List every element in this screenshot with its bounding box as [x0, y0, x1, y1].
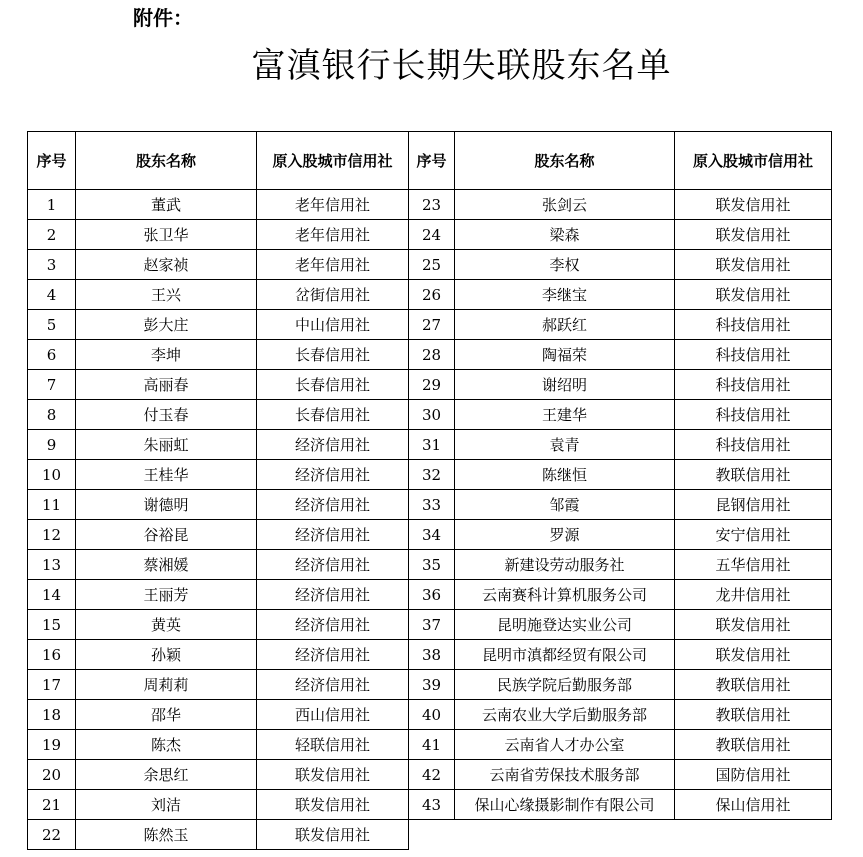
coop-name: 联发信用社 — [675, 640, 832, 670]
coop-name: 教联信用社 — [675, 700, 832, 730]
row-number: 11 — [28, 490, 76, 520]
shareholder-name: 王丽芳 — [76, 580, 257, 610]
table-row — [409, 790, 832, 820]
shareholder-name: 陶福荣 — [455, 340, 675, 370]
coop-name: 联发信用社 — [257, 820, 409, 850]
row-number: 3 — [28, 250, 76, 280]
coop-name: 龙井信用社 — [675, 580, 832, 610]
row-number: 5 — [28, 310, 76, 340]
table-header-row — [409, 132, 832, 190]
shareholder-name: 蔡湘媛 — [76, 550, 257, 580]
row-number: 13 — [28, 550, 76, 580]
coop-name: 联发信用社 — [675, 250, 832, 280]
table-row — [409, 760, 832, 790]
header-coop: 原入股城市信用社 — [257, 132, 409, 190]
row-number: 26 — [409, 280, 455, 310]
coop-name: 科技信用社 — [675, 340, 832, 370]
shareholder-name: 云南省人才办公室 — [455, 730, 675, 760]
table-row — [28, 220, 409, 250]
table-row — [409, 370, 832, 400]
table-row — [409, 460, 832, 490]
row-number: 43 — [409, 790, 455, 820]
table-row — [28, 790, 409, 820]
table-row — [28, 250, 409, 280]
header-name: 股东名称 — [76, 132, 257, 190]
shareholder-name: 罗源 — [455, 520, 675, 550]
shareholder-name: 李坤 — [76, 340, 257, 370]
coop-name: 联发信用社 — [257, 790, 409, 820]
table-row — [28, 700, 409, 730]
row-number: 12 — [28, 520, 76, 550]
shareholder-name: 陈杰 — [76, 730, 257, 760]
coop-name: 经济信用社 — [257, 460, 409, 490]
table-row — [409, 250, 832, 280]
header-num: 序号 — [28, 132, 76, 190]
coop-name: 长春信用社 — [257, 340, 409, 370]
row-number: 31 — [409, 430, 455, 460]
table-row — [409, 340, 832, 370]
coop-name: 经济信用社 — [257, 490, 409, 520]
table-row — [409, 490, 832, 520]
table-row — [28, 820, 409, 850]
coop-name: 五华信用社 — [675, 550, 832, 580]
shareholder-name: 云南赛科计算机服务公司 — [455, 580, 675, 610]
shareholder-name: 新建设劳动服务社 — [455, 550, 675, 580]
row-number: 6 — [28, 340, 76, 370]
row-number: 32 — [409, 460, 455, 490]
table-row — [28, 190, 409, 220]
table-row — [28, 490, 409, 520]
coop-name: 中山信用社 — [257, 310, 409, 340]
attachment-label: 附件： — [133, 6, 193, 30]
row-number: 10 — [28, 460, 76, 490]
table-row — [409, 640, 832, 670]
shareholder-name: 邹霞 — [455, 490, 675, 520]
table-row — [409, 610, 832, 640]
header-num: 序号 — [409, 132, 455, 190]
shareholder-name: 李继宝 — [455, 280, 675, 310]
row-number: 19 — [28, 730, 76, 760]
shareholder-name: 陈继恒 — [455, 460, 675, 490]
shareholder-name: 张卫华 — [76, 220, 257, 250]
coop-name: 联发信用社 — [675, 610, 832, 640]
shareholder-name: 邵华 — [76, 700, 257, 730]
row-number: 24 — [409, 220, 455, 250]
row-number: 2 — [28, 220, 76, 250]
coop-name: 教联信用社 — [675, 670, 832, 700]
shareholder-name: 孙颖 — [76, 640, 257, 670]
table-row — [28, 430, 409, 460]
table-row — [409, 310, 832, 340]
row-number: 28 — [409, 340, 455, 370]
shareholder-name: 周莉莉 — [76, 670, 257, 700]
shareholder-name: 余思红 — [76, 760, 257, 790]
coop-name: 经济信用社 — [257, 550, 409, 580]
coop-name: 科技信用社 — [675, 370, 832, 400]
table-row — [28, 610, 409, 640]
shareholder-name: 王建华 — [455, 400, 675, 430]
right-shareholder-table — [408, 131, 832, 820]
table-row — [409, 220, 832, 250]
row-number: 42 — [409, 760, 455, 790]
shareholder-name: 谢绍明 — [455, 370, 675, 400]
table-row — [28, 340, 409, 370]
table-row — [409, 580, 832, 610]
shareholder-name: 昆明市滇都经贸有限公司 — [455, 640, 675, 670]
coop-name: 科技信用社 — [675, 310, 832, 340]
row-number: 40 — [409, 700, 455, 730]
shareholder-name: 王兴 — [76, 280, 257, 310]
row-number: 21 — [28, 790, 76, 820]
coop-name: 联发信用社 — [257, 760, 409, 790]
table-row — [28, 460, 409, 490]
coop-name: 经济信用社 — [257, 580, 409, 610]
shareholder-name: 付玉春 — [76, 400, 257, 430]
shareholder-name: 黄英 — [76, 610, 257, 640]
table-row — [28, 280, 409, 310]
shareholder-name: 李权 — [455, 250, 675, 280]
shareholder-name: 袁青 — [455, 430, 675, 460]
shareholder-name: 彭大庄 — [76, 310, 257, 340]
row-number: 22 — [28, 820, 76, 850]
shareholder-name: 高丽春 — [76, 370, 257, 400]
row-number: 35 — [409, 550, 455, 580]
header-name: 股东名称 — [455, 132, 675, 190]
row-number: 7 — [28, 370, 76, 400]
coop-name: 昆钢信用社 — [675, 490, 832, 520]
shareholder-name: 朱丽虹 — [76, 430, 257, 460]
coop-name: 保山信用社 — [675, 790, 832, 820]
table-row — [28, 400, 409, 430]
coop-name: 国防信用社 — [675, 760, 832, 790]
row-number: 25 — [409, 250, 455, 280]
row-number: 4 — [28, 280, 76, 310]
coop-name: 轻联信用社 — [257, 730, 409, 760]
row-number: 36 — [409, 580, 455, 610]
coop-name: 西山信用社 — [257, 700, 409, 730]
table-row — [409, 520, 832, 550]
row-number: 33 — [409, 490, 455, 520]
table-row — [409, 400, 832, 430]
row-number: 27 — [409, 310, 455, 340]
table-row — [409, 550, 832, 580]
row-number: 14 — [28, 580, 76, 610]
shareholder-name: 云南省劳保技术服务部 — [455, 760, 675, 790]
coop-name: 经济信用社 — [257, 430, 409, 460]
shareholder-name: 董武 — [76, 190, 257, 220]
row-number: 38 — [409, 640, 455, 670]
coop-name: 经济信用社 — [257, 610, 409, 640]
coop-name: 联发信用社 — [675, 280, 832, 310]
table-row — [409, 730, 832, 760]
coop-name: 联发信用社 — [675, 190, 832, 220]
table-row — [409, 430, 832, 460]
table-row — [28, 370, 409, 400]
coop-name: 岔街信用社 — [257, 280, 409, 310]
table-row — [28, 640, 409, 670]
shareholder-name: 赵家祯 — [76, 250, 257, 280]
left-shareholder-table — [27, 131, 409, 850]
coop-name: 科技信用社 — [675, 430, 832, 460]
coop-name: 老年信用社 — [257, 190, 409, 220]
table-row — [28, 310, 409, 340]
coop-name: 安宁信用社 — [675, 520, 832, 550]
table-row — [28, 760, 409, 790]
shareholder-name: 陈然玉 — [76, 820, 257, 850]
row-number: 34 — [409, 520, 455, 550]
left-table-body — [28, 190, 409, 850]
row-number: 15 — [28, 610, 76, 640]
shareholder-name: 民族学院后勤服务部 — [455, 670, 675, 700]
coop-name: 长春信用社 — [257, 370, 409, 400]
table-row — [28, 670, 409, 700]
row-number: 39 — [409, 670, 455, 700]
table-row — [28, 520, 409, 550]
row-number: 23 — [409, 190, 455, 220]
shareholder-name: 谢德明 — [76, 490, 257, 520]
header-coop: 原入股城市信用社 — [675, 132, 832, 190]
shareholder-name: 云南农业大学后勤服务部 — [455, 700, 675, 730]
table-row — [28, 730, 409, 760]
row-number: 30 — [409, 400, 455, 430]
row-number: 1 — [28, 190, 76, 220]
row-number: 29 — [409, 370, 455, 400]
coop-name: 长春信用社 — [257, 400, 409, 430]
shareholder-name: 保山心缘摄影制作有限公司 — [455, 790, 675, 820]
coop-name: 老年信用社 — [257, 220, 409, 250]
coop-name: 联发信用社 — [675, 220, 832, 250]
table-row — [409, 190, 832, 220]
shareholder-name: 张剑云 — [455, 190, 675, 220]
shareholder-name: 梁森 — [455, 220, 675, 250]
coop-name: 教联信用社 — [675, 730, 832, 760]
coop-name: 经济信用社 — [257, 670, 409, 700]
shareholder-name: 王桂华 — [76, 460, 257, 490]
coop-name: 教联信用社 — [675, 460, 832, 490]
row-number: 8 — [28, 400, 76, 430]
row-number: 41 — [409, 730, 455, 760]
shareholder-name: 刘洁 — [76, 790, 257, 820]
shareholder-name: 谷裕昆 — [76, 520, 257, 550]
row-number: 37 — [409, 610, 455, 640]
coop-name: 老年信用社 — [257, 250, 409, 280]
row-number: 20 — [28, 760, 76, 790]
table-row — [28, 580, 409, 610]
table-row — [409, 280, 832, 310]
row-number: 18 — [28, 700, 76, 730]
right-table-body — [409, 190, 832, 820]
coop-name: 经济信用社 — [257, 640, 409, 670]
table-row — [409, 700, 832, 730]
row-number: 16 — [28, 640, 76, 670]
table-header-row — [28, 132, 409, 190]
page-title: 富滇银行长期失联股东名单 — [251, 46, 672, 86]
coop-name: 科技信用社 — [675, 400, 832, 430]
row-number: 17 — [28, 670, 76, 700]
coop-name: 经济信用社 — [257, 520, 409, 550]
row-number: 9 — [28, 430, 76, 460]
table-row — [409, 670, 832, 700]
shareholder-name: 郝跃红 — [455, 310, 675, 340]
table-row — [28, 550, 409, 580]
shareholder-name: 昆明施登达实业公司 — [455, 610, 675, 640]
